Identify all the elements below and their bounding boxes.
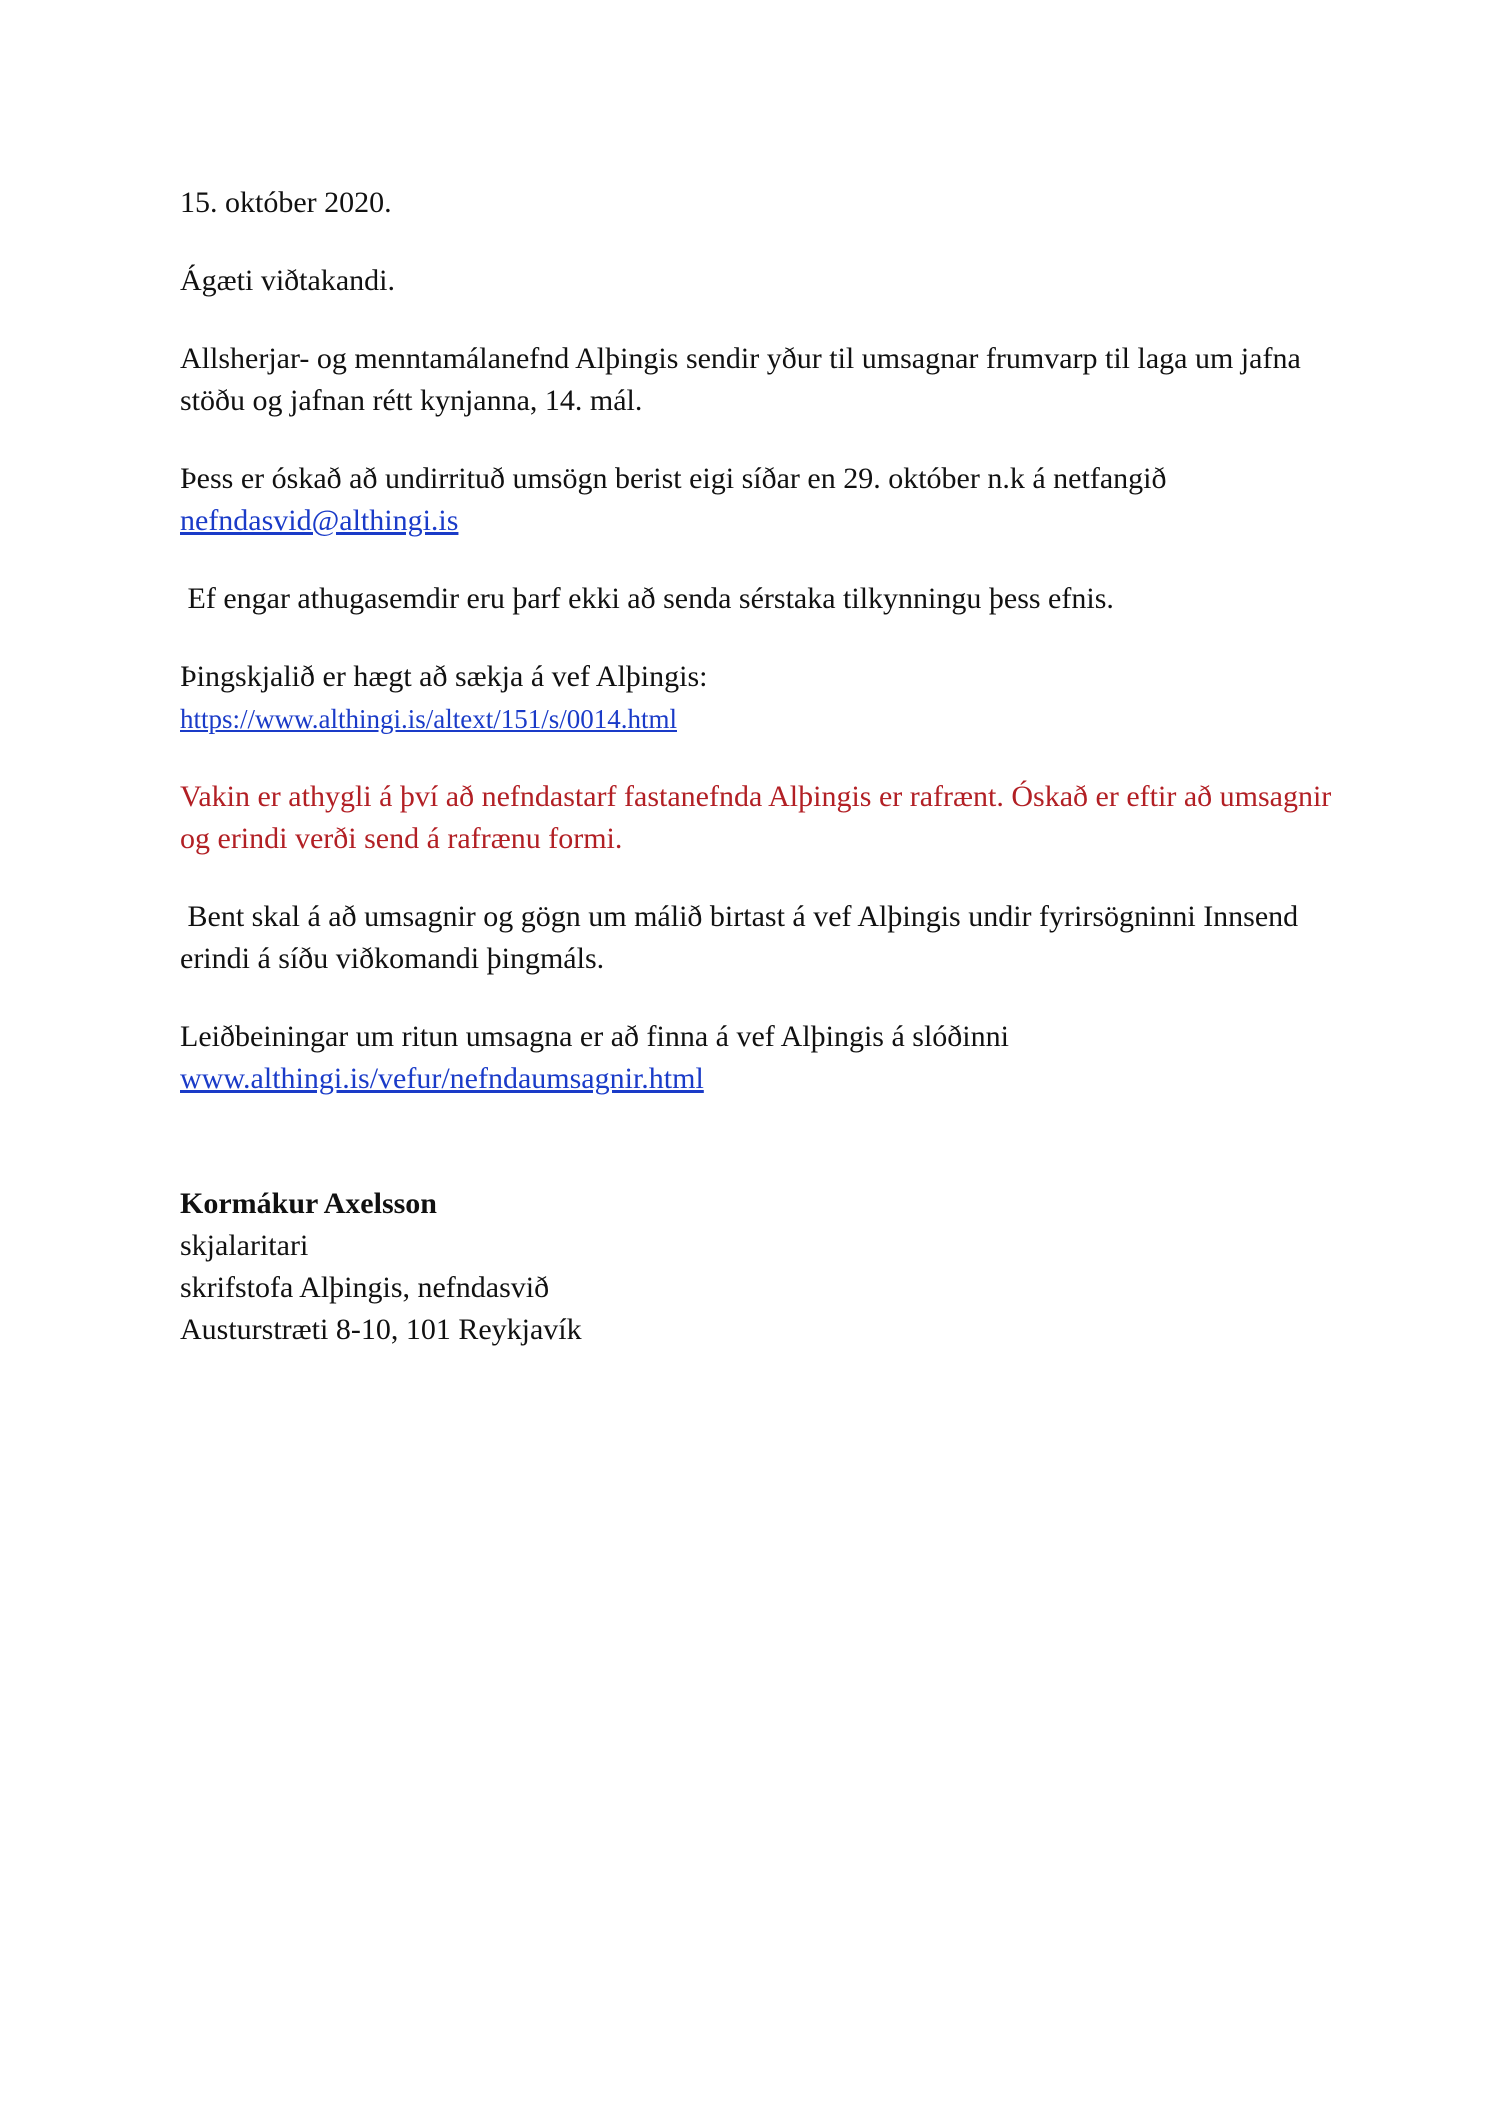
letter-date: 15. október 2020. (180, 186, 392, 219)
guidelines-text: Leiðbeiningar um ritun umsagna er að finna á vef Alþingis á slóðinni (180, 1020, 1009, 1053)
deadline-text: Þess er óskað að undirrituð umsögn berist eigi síðar en 29. október n.k á netfangið (180, 462, 1167, 495)
signer-office: skrifstofa Alþingis, nefndasvið (180, 1271, 550, 1304)
paragraph-no-comments: Ef engar athugasemdir eru þarf ekki að senda sérstaka tilkynningu þess efnis. (180, 582, 1114, 615)
document-link-text: Þingskjalið er hægt að sækja á vef Alþingis: (180, 660, 708, 693)
paragraph-publication: Bent skal á að umsagnir og gögn um málið birtast á vef Alþingis undir fyrirsögninni Innsend erindi á síðu viðkomandi þingmáls. (180, 900, 1306, 975)
document-link[interactable]: https://www.althingi.is/altext/151/s/0014.html (180, 704, 677, 734)
paragraph-document-link (180, 656, 1360, 740)
notice-paragraph: Vakin er athygli á því að nefndastarf fastanefnda Alþingis er rafrænt. Óskað er eftir að umsagnir og erindi verði send á rafrænu formi. (180, 780, 1332, 855)
paragraph-request: Allsherjar- og menntamálanefnd Alþingis sendir yður til umsagnar frumvarp til laga um jafna stöðu og jafnan rétt kynjanna, 14. mál. (180, 342, 1301, 417)
email-link[interactable]: nefndasvid@althingi.is (180, 504, 459, 537)
paragraph-guidelines (180, 1016, 1360, 1100)
signature-block (180, 1183, 1080, 1351)
guidelines-link[interactable]: www.althingi.is/vefur/nefndaumsagnir.html (180, 1062, 704, 1095)
paragraph-deadline (180, 458, 1360, 542)
signer-address: Austurstræti 8-10, 101 Reykjavík (180, 1313, 582, 1346)
signer-title: skjalaritari (180, 1229, 309, 1262)
letter-body (180, 182, 1360, 1136)
letter-greeting: Ágæti viðtakandi. (180, 264, 395, 297)
signer-name: Kormákur Axelsson (180, 1187, 437, 1220)
